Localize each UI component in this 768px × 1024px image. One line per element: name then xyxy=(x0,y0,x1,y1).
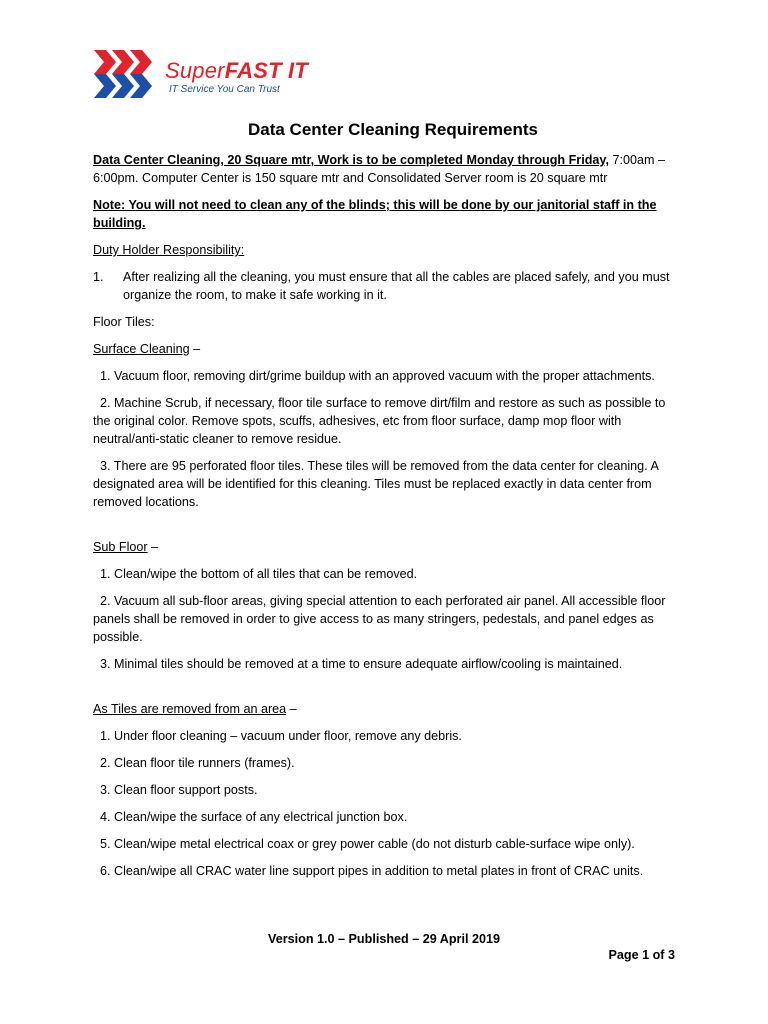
note-paragraph: Note: You will not need to clean any of the blinds; this will be done by our janitorial staff in the building. xyxy=(93,198,657,230)
page-number: Page 1 of 3 xyxy=(608,948,675,962)
document-body xyxy=(93,119,683,889)
list-item: 2. Clean floor tile runners (frames). xyxy=(100,756,295,770)
list-item: 1. Clean/wipe the bottom of all tiles that can be removed. xyxy=(100,567,418,581)
list-item: 5. Clean/wipe metal electrical coax or grey power cable (do not disturb cable-surface wipe only). xyxy=(100,837,635,851)
spacer xyxy=(93,682,683,700)
duty-heading: Duty Holder Responsibility: xyxy=(93,243,245,257)
list-item: 1. Under floor cleaning – vacuum under floor, remove any debris. xyxy=(100,729,462,743)
list-item: 2. Vacuum all sub-floor areas, giving special attention to each perforated air panel. All accessible floor panels shall be removed in order to give access to as many stringers, pedestals, and panel edges as possible. xyxy=(93,594,666,644)
intro-paragraph xyxy=(93,151,683,187)
list-item: 2. Machine Scrub, if necessary, floor tile surface to remove dirt/film and restore as such as possible to the original color. Remove spots, scuffs, adhesives, etc from floor surface, damp mop floor with neutral/anti-static cleaner to remove residue. xyxy=(93,396,666,446)
company-logo xyxy=(92,46,312,102)
surface-heading: Surface Cleaning – xyxy=(93,342,201,356)
list-item: 3. Clean floor support posts. xyxy=(100,783,258,797)
document-title: Data Center Cleaning Requirements xyxy=(247,120,538,139)
spacer xyxy=(93,520,683,538)
logo-wordmark: SuperFAST IT xyxy=(165,58,309,83)
list-item: 3. Minimal tiles should be removed at a time to ensure adequate airflow/cooling is maintained. xyxy=(100,657,623,671)
list-item: 4. Clean/wipe the surface of any electrical junction box. xyxy=(100,810,408,824)
subfloor-heading: Sub Floor – xyxy=(93,540,159,554)
intro-rest: 7:00am – 6:00pm. Computer Center is 150 square mtr and Consolidated Server room is 20 square mtr xyxy=(93,153,665,185)
list-item: 1. Vacuum floor, removing dirt/grime buildup with an approved vacuum with the proper attachments. xyxy=(100,369,655,383)
logo-tagline: IT Service You Can Trust xyxy=(169,84,280,95)
list-item: 3. There are 95 perforated floor tiles. These tiles will be removed from the data center for cleaning. A designated area will be identified for this cleaning. Tiles must be replaced exactly in data center from removed locations. xyxy=(93,459,659,509)
chevron-stack-logo-icon xyxy=(92,46,164,102)
list-text: After realizing all the cleaning, you must ensure that all the cables are placed safely, and you must organize the room, to make it safe working in it. xyxy=(123,270,670,302)
list-item xyxy=(93,268,683,304)
intro-underlined: Data Center Cleaning, 20 Square mtr, Work is to be completed Monday through Friday, xyxy=(93,153,609,167)
floor-tiles-heading: Floor Tiles: xyxy=(93,315,155,329)
tiles-removed-heading: As Tiles are removed from an area – xyxy=(93,702,297,716)
list-item: 6. Clean/wipe all CRAC water line support pipes in addition to metal plates in front of CRAC units. xyxy=(100,864,644,878)
list-number: 1. xyxy=(93,270,104,284)
footer-version: Version 1.0 – Published – 29 April 2019 xyxy=(268,932,500,946)
